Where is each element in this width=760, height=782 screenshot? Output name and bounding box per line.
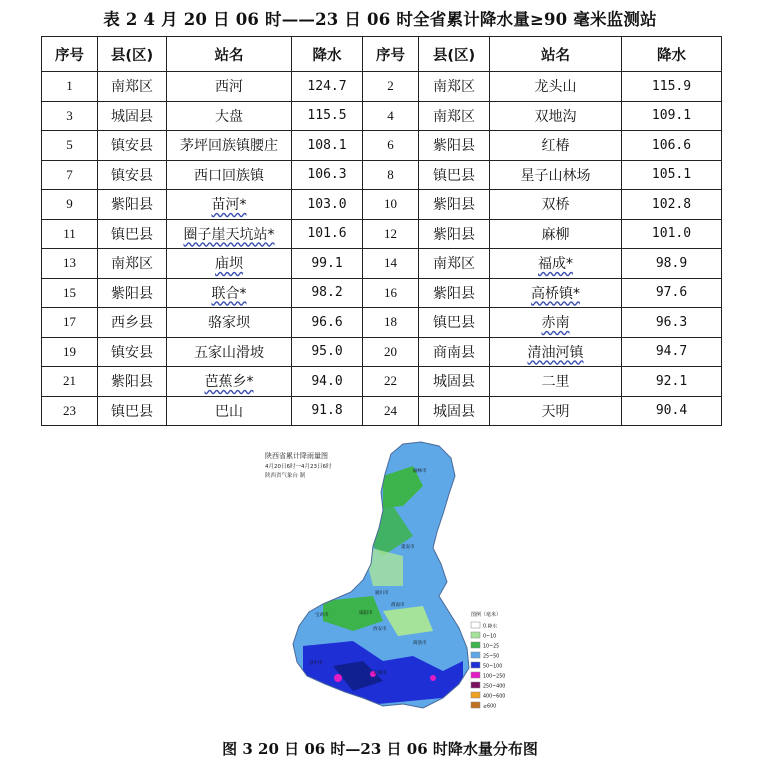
map-credit: 陕西省气象台 制 [265,473,306,479]
cell-county: 西乡县 [98,308,167,338]
cell-rain: 91.8 [292,396,363,426]
station-name-text: 星子山林场 [520,167,591,184]
table-row [42,278,722,308]
cell-county: 镇安县 [98,160,167,190]
legend-title: 图例（毫米） [471,612,502,618]
table-header-row [42,37,722,72]
city-label: 咸阳市 [359,611,373,616]
cell-station [490,160,622,190]
cell-county: 城固县 [419,396,490,426]
cell-county: 南郑区 [98,249,167,279]
city-label: 榆林市 [413,469,427,474]
cell-no: 5 [42,131,98,161]
station-name-text: 西口回族镇 [194,167,264,184]
cell-no: 23 [42,396,98,426]
cell-county: 城固县 [419,367,490,397]
station-name-text: 西河 [215,79,243,96]
header-county: 县(区) [98,37,167,72]
cell-county: 紫阳县 [419,190,490,220]
cell-station [167,278,292,308]
cell-county: 紫阳县 [98,190,167,220]
cell-no: 17 [42,308,98,338]
cell-rain: 96.3 [622,308,722,338]
station-name-text: 庙坝 [215,256,243,273]
legend-label: 50~100 [483,664,503,670]
header-station-2: 站名 [490,37,622,72]
cell-no: 19 [42,337,98,367]
station-name-text: 麻柳 [541,226,570,243]
cell-no: 12 [363,219,419,249]
city-label: 宝鸡市 [315,613,329,618]
cell-station [167,72,292,102]
station-name-text: 圈子崖天坑站* [183,226,275,243]
cell-rain: 108.1 [292,131,363,161]
cell-station [167,396,292,426]
cell-no: 16 [363,278,419,308]
table-row [42,101,722,131]
map-legend [471,611,505,710]
cell-county: 南郑区 [419,101,490,131]
legend-label: 25~50 [483,654,500,660]
cell-no: 7 [42,160,98,190]
cell-no: 15 [42,278,98,308]
cell-station [490,101,622,131]
cell-rain: 124.7 [292,72,363,102]
legend-label: ≥600 [483,704,497,710]
station-name-text: 二里 [541,374,570,391]
cell-no: 1 [42,72,98,102]
table-row [42,131,722,161]
table-row [42,190,722,220]
cell-rain: 115.5 [292,101,363,131]
cell-station [490,72,622,102]
cell-no: 10 [363,190,419,220]
cell-station [167,160,292,190]
cell-county: 紫阳县 [98,278,167,308]
station-name-text: 苗河* [211,197,247,214]
cell-station [490,396,622,426]
cell-county: 城固县 [98,101,167,131]
cell-station [490,219,622,249]
station-name-text: 大盘 [215,108,243,125]
cell-no: 2 [363,72,419,102]
table-row [42,72,722,102]
cell-rain: 94.7 [622,337,722,367]
legend-swatch [471,692,480,698]
legend-swatch [471,682,480,688]
station-name-text: 双桥 [541,197,570,214]
city-label: 汉中市 [309,661,323,666]
legend-swatch [471,702,480,708]
cell-county: 镇巴县 [98,396,167,426]
cell-county: 商南县 [419,337,490,367]
station-name-text: 联合* [211,285,247,302]
station-name-text: 巴山 [215,403,243,420]
station-name-text: 红椿 [541,138,570,155]
legend-label: 0.降水 [483,624,498,630]
legend-label: 0~10 [483,634,497,640]
legend-swatch [471,622,480,628]
city-label: 安康市 [373,671,387,676]
cell-no: 14 [363,249,419,279]
cell-station [167,367,292,397]
table-title: 表 2 4 月 20 日 06 时——23 日 06 时全省累计降水量≥90 毫米监测站 [103,10,657,29]
cell-rain: 106.3 [292,160,363,190]
cell-station [167,101,292,131]
cell-rain: 103.0 [292,190,363,220]
cell-no: 6 [363,131,419,161]
map-title: 陕西省累计降雨量图 [265,452,328,460]
cell-county: 镇安县 [98,131,167,161]
cell-station [490,190,622,220]
cell-rain: 92.1 [622,367,722,397]
header-no: 序号 [42,37,98,72]
figure-caption: 图 3 20 日 06 时—23 日 06 时降水量分布图 [222,740,538,758]
cell-station [167,219,292,249]
cell-rain: 105.1 [622,160,722,190]
cell-station [490,308,622,338]
cell-station [490,367,622,397]
cell-rain: 109.1 [622,101,722,131]
cell-rain: 97.6 [622,278,722,308]
cell-rain: 94.0 [292,367,363,397]
cell-rain: 95.0 [292,337,363,367]
map-subtitle: 4月20日6时一4月23日6时 [265,464,332,470]
cell-rain: 101.6 [292,219,363,249]
station-name-text: 赤南 [541,315,570,332]
rainfall-table [41,36,722,426]
rainfall-map-svg [263,436,515,726]
cell-no: 20 [363,337,419,367]
cell-station [167,308,292,338]
cell-county: 紫阳县 [419,219,490,249]
city-label: 铜川市 [375,591,389,596]
city-label: 渭南市 [391,603,405,608]
legend-label: 250~400 [483,684,506,690]
station-name-text: 天明 [541,403,570,420]
city-label: 西安市 [373,627,387,632]
city-label: 商洛市 [413,641,427,646]
header-county-2: 县(区) [419,37,490,72]
cell-no: 8 [363,160,419,190]
cell-no: 11 [42,219,98,249]
cell-station [167,249,292,279]
cell-county: 镇巴县 [419,160,490,190]
cell-no: 3 [42,101,98,131]
cell-no: 13 [42,249,98,279]
cell-rain: 96.6 [292,308,363,338]
cell-rain: 98.9 [622,249,722,279]
table-row [42,249,722,279]
cell-rain: 99.1 [292,249,363,279]
header-rain: 降水 [292,37,363,72]
cell-county: 南郑区 [419,249,490,279]
legend-swatch [471,672,480,678]
cell-county: 南郑区 [419,72,490,102]
cell-rain: 101.0 [622,219,722,249]
cell-county: 紫阳县 [419,278,490,308]
station-name-text: 五家山滑坡 [194,344,264,361]
table-row [42,367,722,397]
cell-county: 紫阳县 [98,367,167,397]
rainfall-map [263,436,515,726]
legend-swatch [471,652,480,658]
cell-rain: 106.6 [622,131,722,161]
legend-label: 400~600 [483,694,506,700]
header-no-2: 序号 [363,37,419,72]
cell-county: 南郑区 [98,72,167,102]
table-row [42,160,722,190]
station-name-text: 福成* [538,256,573,273]
table-row [42,219,722,249]
cell-station [167,131,292,161]
table-row [42,396,722,426]
legend-swatch [471,642,480,648]
legend-label: 100~250 [483,674,506,680]
cell-station [167,337,292,367]
cell-no: 22 [363,367,419,397]
cell-county: 镇巴县 [98,219,167,249]
station-name-text: 清油河镇 [527,344,584,361]
legend-swatch [471,632,480,638]
cell-station [490,278,622,308]
header-rain-2: 降水 [622,37,722,72]
cell-rain: 115.9 [622,72,722,102]
cell-county: 紫阳县 [419,131,490,161]
station-name-text: 芭蕉乡* [204,374,254,391]
station-name-text: 茅坪回族镇腰庄 [180,138,278,155]
cell-county: 镇巴县 [419,308,490,338]
cell-county: 镇安县 [98,337,167,367]
cell-no: 18 [363,308,419,338]
cell-station [167,190,292,220]
cell-station [490,337,622,367]
cell-rain: 102.8 [622,190,722,220]
station-name-text: 双地沟 [534,108,577,125]
cell-no: 9 [42,190,98,220]
legend-label: 10~25 [483,644,500,650]
cell-no: 24 [363,396,419,426]
cell-no: 4 [363,101,419,131]
cell-rain: 98.2 [292,278,363,308]
cell-rain: 90.4 [622,396,722,426]
legend-swatch [471,662,480,668]
station-name-text: 高桥镇* [531,285,580,302]
header-station: 站名 [167,37,292,72]
table-row [42,337,722,367]
station-name-text: 骆家坝 [208,315,250,332]
station-name-text: 龙头山 [534,79,577,96]
cell-no: 21 [42,367,98,397]
table-row [42,308,722,338]
city-label: 延安市 [401,545,415,550]
cell-station [490,131,622,161]
cell-station [490,249,622,279]
